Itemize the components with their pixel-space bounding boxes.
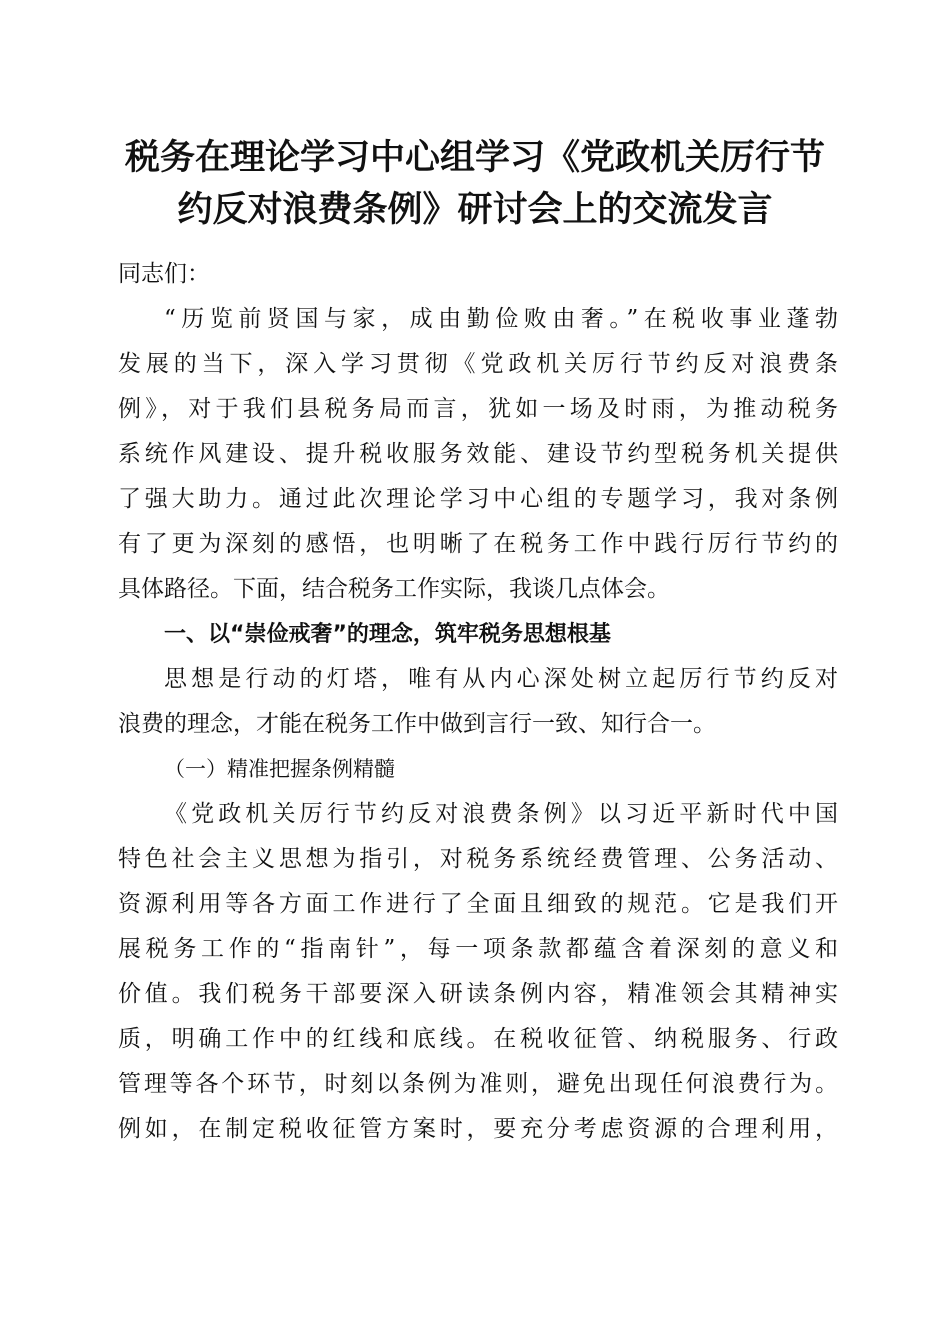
paragraph-line: 具体路径。下面，结合税务工作实际，我谈几点体会。 xyxy=(118,576,670,602)
paragraph-line: 思想是行动的灯塔，唯有从内心深处树立起厉行节约反对 xyxy=(164,666,838,692)
paragraph-line: 例如，在制定税收征管方案时，要充分考虑资源的合理利用， xyxy=(118,1116,838,1142)
salutation: 同志们： xyxy=(118,261,210,287)
paragraph-line: 系统作风建设、提升税收服务效能、建设节约型税务机关提供 xyxy=(118,441,838,467)
subsection-heading-1: （一）精准把握条例精髓 xyxy=(164,757,395,781)
section-heading-1: 一、以“崇俭戒奢”的理念，筑牢税务思想根基 xyxy=(164,622,611,647)
title-line-1: 税务在理论学习中心组学习《党政机关厉行节 xyxy=(124,137,825,178)
document-title xyxy=(100,132,850,236)
paragraph-line: 特色社会主义思想为指引，对税务系统经费管理、公务活动、 xyxy=(118,846,838,872)
paragraph-line: 展税务工作的“指南针”，每一项条款都蕴含着深刻的意义和 xyxy=(118,936,838,962)
paragraph-line: 管理等各个环节，时刻以条例为准则，避免出现任何浪费行为。 xyxy=(118,1071,838,1097)
paragraph-line: 发展的当下，深入学习贯彻《党政机关厉行节约反对浪费条 xyxy=(118,351,838,377)
paragraph-line: 了强大助力。通过此次理论学习中心组的专题学习，我对条例 xyxy=(118,486,838,512)
title-line-2: 约反对浪费条例》研讨会上的交流发言 xyxy=(177,189,773,230)
paragraph-line: 资源利用等各方面工作进行了全面且细致的规范。它是我们开 xyxy=(118,891,838,917)
paragraph-line: 《党政机关厉行节约反对浪费条例》以习近平新时代中国 xyxy=(164,801,838,827)
paragraph-line: 有了更为深刻的感悟，也明晰了在税务工作中践行厉行节约的 xyxy=(118,531,838,557)
paragraph-line: 质，明确工作中的红线和底线。在税收征管、纳税服务、行政 xyxy=(118,1026,838,1052)
paragraph-line: 浪费的理念，才能在税务工作中做到言行一致、知行合一。 xyxy=(118,711,716,737)
paragraph-line: 价值。我们税务干部要深入研读条例内容，精准领会其精神实 xyxy=(118,981,838,1007)
paragraph-line: 例》，对于我们县税务局而言，犹如一场及时雨，为推动税务 xyxy=(118,396,838,422)
paragraph-line: “历览前贤国与家，成由勤俭败由奢。”在税收事业蓬勃 xyxy=(164,306,838,332)
document-body xyxy=(118,252,838,1152)
